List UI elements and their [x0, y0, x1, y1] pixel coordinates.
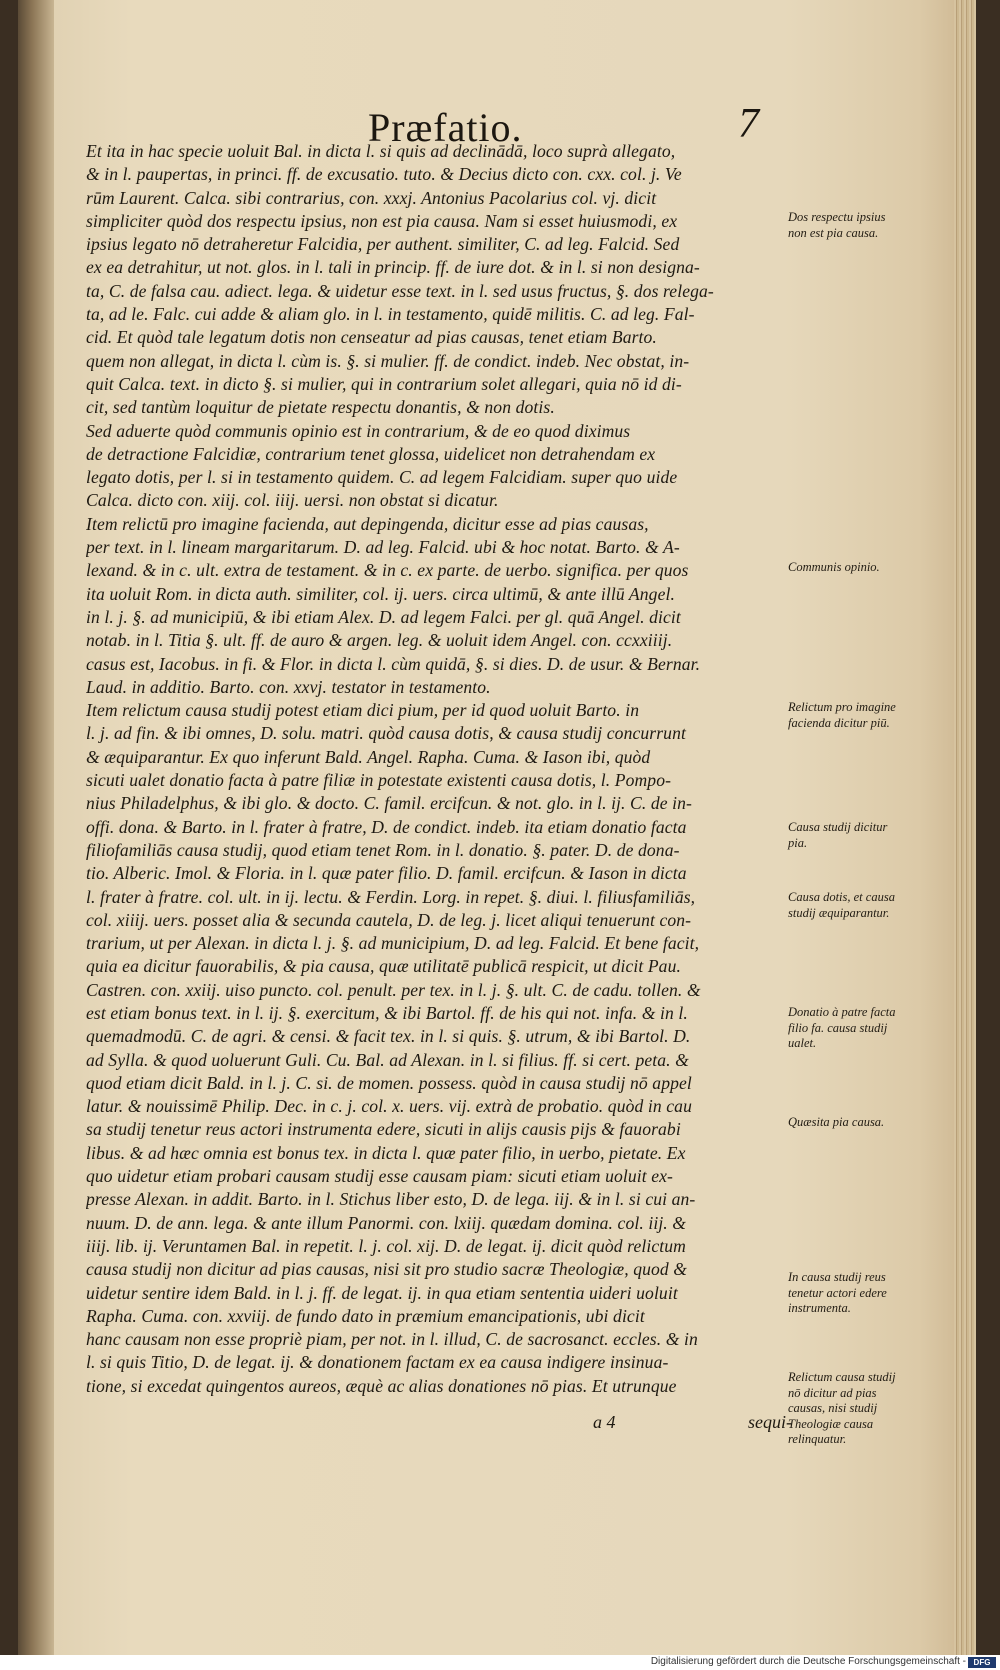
- text-line: est etiam bonus text. in l. ij. §. exercitum, & ibi Bartol. ff. de his qui not. infa. & in l.: [86, 1002, 688, 1023]
- text-line: Laud. in additio. Barto. con. xxvj. testator in testamento.: [86, 676, 491, 697]
- text-line: Item relictū pro imagine facienda, aut depingenda, dicitur esse ad pias causas,: [86, 513, 649, 534]
- text-line: nuum. D. de ann. lega. & ante illum Panormi. con. lxiij. quædam domina. col. iij. &: [86, 1212, 687, 1233]
- text-line: ta, C. de falsa cau. adiect. lega. & uidetur esse text. in l. sed usus fructus, §. dos relega-: [86, 280, 714, 301]
- text-line: quia ea dicitur fauorabilis, & pia causa, quæ utilitatē publicā respicit, ut dicit Pau.: [86, 956, 681, 977]
- text-line: cit, sed tantùm loquitur de pietate respectu donantis, & non dotis.: [86, 397, 555, 418]
- text-line: quemadmodū. C. de agri. & censi. & facit tex. in l. si quis. §. utrum, & ibi Bartol. D.: [86, 1026, 691, 1047]
- marginal-note-causa-studij-pium: Causa studij dicitur pia.: [788, 820, 888, 850]
- text-line: Calca. dicto con. xiij. col. iiij. uersi. non obstat si dicatur.: [86, 490, 499, 511]
- text-line: presse Alexan. in addit. Barto. in l. Stichus liber esto, D. de lega. iij. & in l. si cui an-: [86, 1189, 696, 1210]
- text-line: casus est, Iacobus. in fi. & Flor. in dicta l. cùm quidā, §. si dies. D. de usur. & Bernar.: [86, 653, 701, 674]
- text-line: causa studij non dicitur ad pias causas, nisi sit pro studio sacræ Theologiæ, quod &: [86, 1259, 688, 1280]
- digitization-footer: [0, 1655, 1000, 1670]
- text-line: sicuti ualet donatio facta à patre filiæ in potestate existenti causa dotis, l. Pompo-: [86, 770, 672, 791]
- text-line: Rapha. Cuma. con. xxviij. de fundo dato in præmium emancipationis, ubi dicit: [86, 1305, 645, 1326]
- text-line: & æquiparantur. Ex quo inferunt Bald. Angel. Rapha. Cuma. & Iason ibi, quòd: [86, 746, 651, 767]
- signature-mark: a 4: [593, 1412, 616, 1432]
- text-line: & in l. paupertas, in princi. ff. de excusatio. tuto. & Decius dicto con. cxx. col. j. Ve: [86, 164, 682, 185]
- text-line: offi. dona. & Barto. in l. frater à fratre, D. de condict. indeb. ita etiam donatio facta: [86, 816, 687, 837]
- text-line: Item relictum causa studij potest etiam dici pium, per id quod uoluit Barto. in: [86, 700, 640, 721]
- text-line: nius Philadelphus, & ibi glo. & docto. C. famil. ercifcun. & not. glo. in l. ij. C. de in-: [86, 793, 693, 814]
- text-line: quo uidetur etiam probari causam studij esse causam piam: sicuti etiam uoluit ex-: [86, 1166, 674, 1187]
- text-line: quem non allegat, in dicta l. cùm is. §. si mulier. ff. de condict. indeb. Nec obstat, in-: [86, 350, 690, 371]
- text-line: l. j. ad fin. & ibi omnes, D. solu. matri. quòd causa dotis, & causa studij concurrunt: [86, 723, 686, 744]
- funding-credit: Digitalisierung gefördert durch die Deutsche Forschungsgemeinschaft -: [650, 1656, 966, 1667]
- text-line: libus. & ad hæc omnia est bonus tex. in dicta l. quæ pater filio, in uerbo, pietate. Ex: [86, 1142, 686, 1163]
- marginal-note-communis: Communis opinio.: [788, 560, 880, 574]
- running-title: Præfatio.: [368, 105, 523, 150]
- text-line: tio. Alberic. Imol. & Floria. in l. quæ pater filio. D. famil. ercifcun. & Iason in dicta: [86, 863, 687, 884]
- text-line: filiofamiliās causa studij, quod etiam tenet Rom. in l. donatio. §. pater. D. de dona-: [86, 839, 680, 860]
- folio-number: 7: [738, 101, 759, 147]
- text-line: Castren. con. xxiij. uiso puncto. col. penult. per tex. in l. j. §. ult. C. de cadu. tollen. &: [86, 979, 701, 1000]
- page-edge-stack: [954, 0, 976, 1655]
- text-line: iiij. lib. ij. Veruntamen Bal. in repetit. l. j. col. xij. D. de legat. ij. dicit quòd relictum: [86, 1235, 686, 1256]
- marginal-note-relictum-causa: Relictum causa studij nō dicitur ad pias causas, nisi studij Theologiæ causa relinquatur.: [788, 1370, 896, 1446]
- marginal-note-relictum-imagine: Relictum pro imagine facienda dicitur piū.: [788, 700, 896, 730]
- text-line: rūm Laurent. Calca. sibi contrarius, con. xxxj. Antonius Pacolarius col. vj. dicit: [86, 187, 657, 208]
- text-line: col. xiiij. uers. posset alia & secunda cautela, D. de leg. j. licet aliqui tenuerunt con-: [86, 909, 692, 930]
- text-line: per text. in l. lineam margaritarum. D. ad leg. Falcid. ubi & hoc notat. Barto. & A-: [86, 537, 680, 558]
- text-line: sa studij tenetur reus actori instrumenta edere, sicuti in alijs causis pijs & fauorabi: [86, 1119, 681, 1140]
- text-line: hanc causam non esse propriè piam, per not. in l. illud, C. de sacrosanct. eccles. & in: [86, 1329, 698, 1350]
- page-gutter: [18, 0, 54, 1655]
- dfg-logo: DFG: [968, 1657, 996, 1668]
- text-line: ita uoluit Rom. in dicta auth. similiter, col. ij. uers. circa ultimū, & ante illū Angel.: [86, 583, 675, 604]
- text-line: trarium, ut per Alexan. in dicta l. j. §. ad municipium, D. ad leg. Falcid. Et bene facit,: [86, 933, 700, 954]
- text-line: ta, ad le. Falc. cui adde & aliam glo. in l. in testamento, quidē militis. C. ad leg. Fal-: [86, 304, 695, 325]
- text-line: latur. & nouissimē Philip. Dec. in c. j. col. x. uers. vij. extrà de probatio. quòd in cau: [86, 1096, 692, 1117]
- text-line: tione, si excedat quingentos aureos, æquè ac alias donationes nō pias. Et utrunque: [86, 1375, 677, 1396]
- text-line: notab. in l. Titia §. ult. ff. de auro & argen. leg. & uoluit idem Angel. con. ccxxiiij.: [86, 630, 673, 651]
- text-line: in l. j. §. ad municipiū, & ibi etiam Alex. D. ad legem Falci. per gl. quā Angel. dicit: [86, 606, 681, 627]
- text-line: lexand. & in c. ult. extra de testament. & in c. ex parte. de uerbo. significa. per quos: [86, 560, 689, 581]
- text-line: quod etiam dicit Bald. in l. j. C. si. de momen. possess. quòd in causa studij nō appel: [86, 1072, 692, 1093]
- book-page: [18, 0, 976, 1655]
- marginal-note-dos-respectu: Dos respectu ipsius non est pia causa.: [788, 210, 886, 240]
- text-line: Sed aduerte quòd communis opinio est in contrarium, & de eo quod diximus: [86, 420, 631, 441]
- text-line: ex ea detrahitur, ut not. glos. in l. tali in princip. ff. de iure dot. & in l. si non designa-: [86, 257, 700, 278]
- text-line: quit Calca. text. in dicto §. si mulier, qui in contrarium solet allegari, quia nō id di-: [86, 373, 682, 394]
- text-line: l. frater à fratre. col. ult. in ij. lectu. & Ferdin. Lorg. in repet. §. diui. l. filiusfamiliās,: [86, 886, 696, 907]
- text-line: ipsius legato nō detraheretur Falcidia, per authent. similiter, C. ad leg. Falcid. Sed: [86, 234, 680, 255]
- marginal-note-reus-tenetur: In causa studij reus tenetur actori edere instrumenta.: [788, 1270, 887, 1315]
- marginal-note-quaesita-pia: Quæsita pia causa.: [788, 1115, 885, 1129]
- text-line: de detractione Falcidiæ, contrarium tenet glossa, uidelicet non detrahendam ex: [86, 443, 656, 464]
- text-line: l. si quis Titio, D. de legat. ij. & donationem factam ex ea causa indigere insinua-: [86, 1352, 669, 1373]
- text-line: Et ita in hac specie uoluit Bal. in dicta l. si quis ad declinādā, loco suprà allegato,: [86, 141, 676, 161]
- text-line: uidetur sentire idem Bald. in l. j. ff. de legat. ij. in qua etiam sententia uideri uoluit: [86, 1282, 678, 1303]
- text-line: ad Sylla. & quod uoluerunt Guli. Cu. Bal. ad Alexan. in l. si filius. ff. si cert. peta. &: [86, 1049, 689, 1070]
- marginal-note-donatio-patre: Donatio à patre facta filio fa. causa studij ualet.: [788, 1005, 896, 1050]
- text-line: legato dotis, per l. si in testamento quidem. C. ad legem Falcidiam. super quo uide: [86, 467, 678, 488]
- text-line: cid. Et quòd tale legatum dotis non censeatur ad pias causas, tenet etiam Barto.: [86, 327, 657, 348]
- main-text-block: [86, 140, 781, 1398]
- marginal-note-causa-dotis: Causa dotis, et causa studij æquiparantur.: [788, 890, 895, 920]
- text-line: simpliciter quòd dos respectu ipsius, non est pia causa. Nam si esset huiusmodi, ex: [86, 210, 678, 231]
- catchword: sequi-: [748, 1412, 792, 1432]
